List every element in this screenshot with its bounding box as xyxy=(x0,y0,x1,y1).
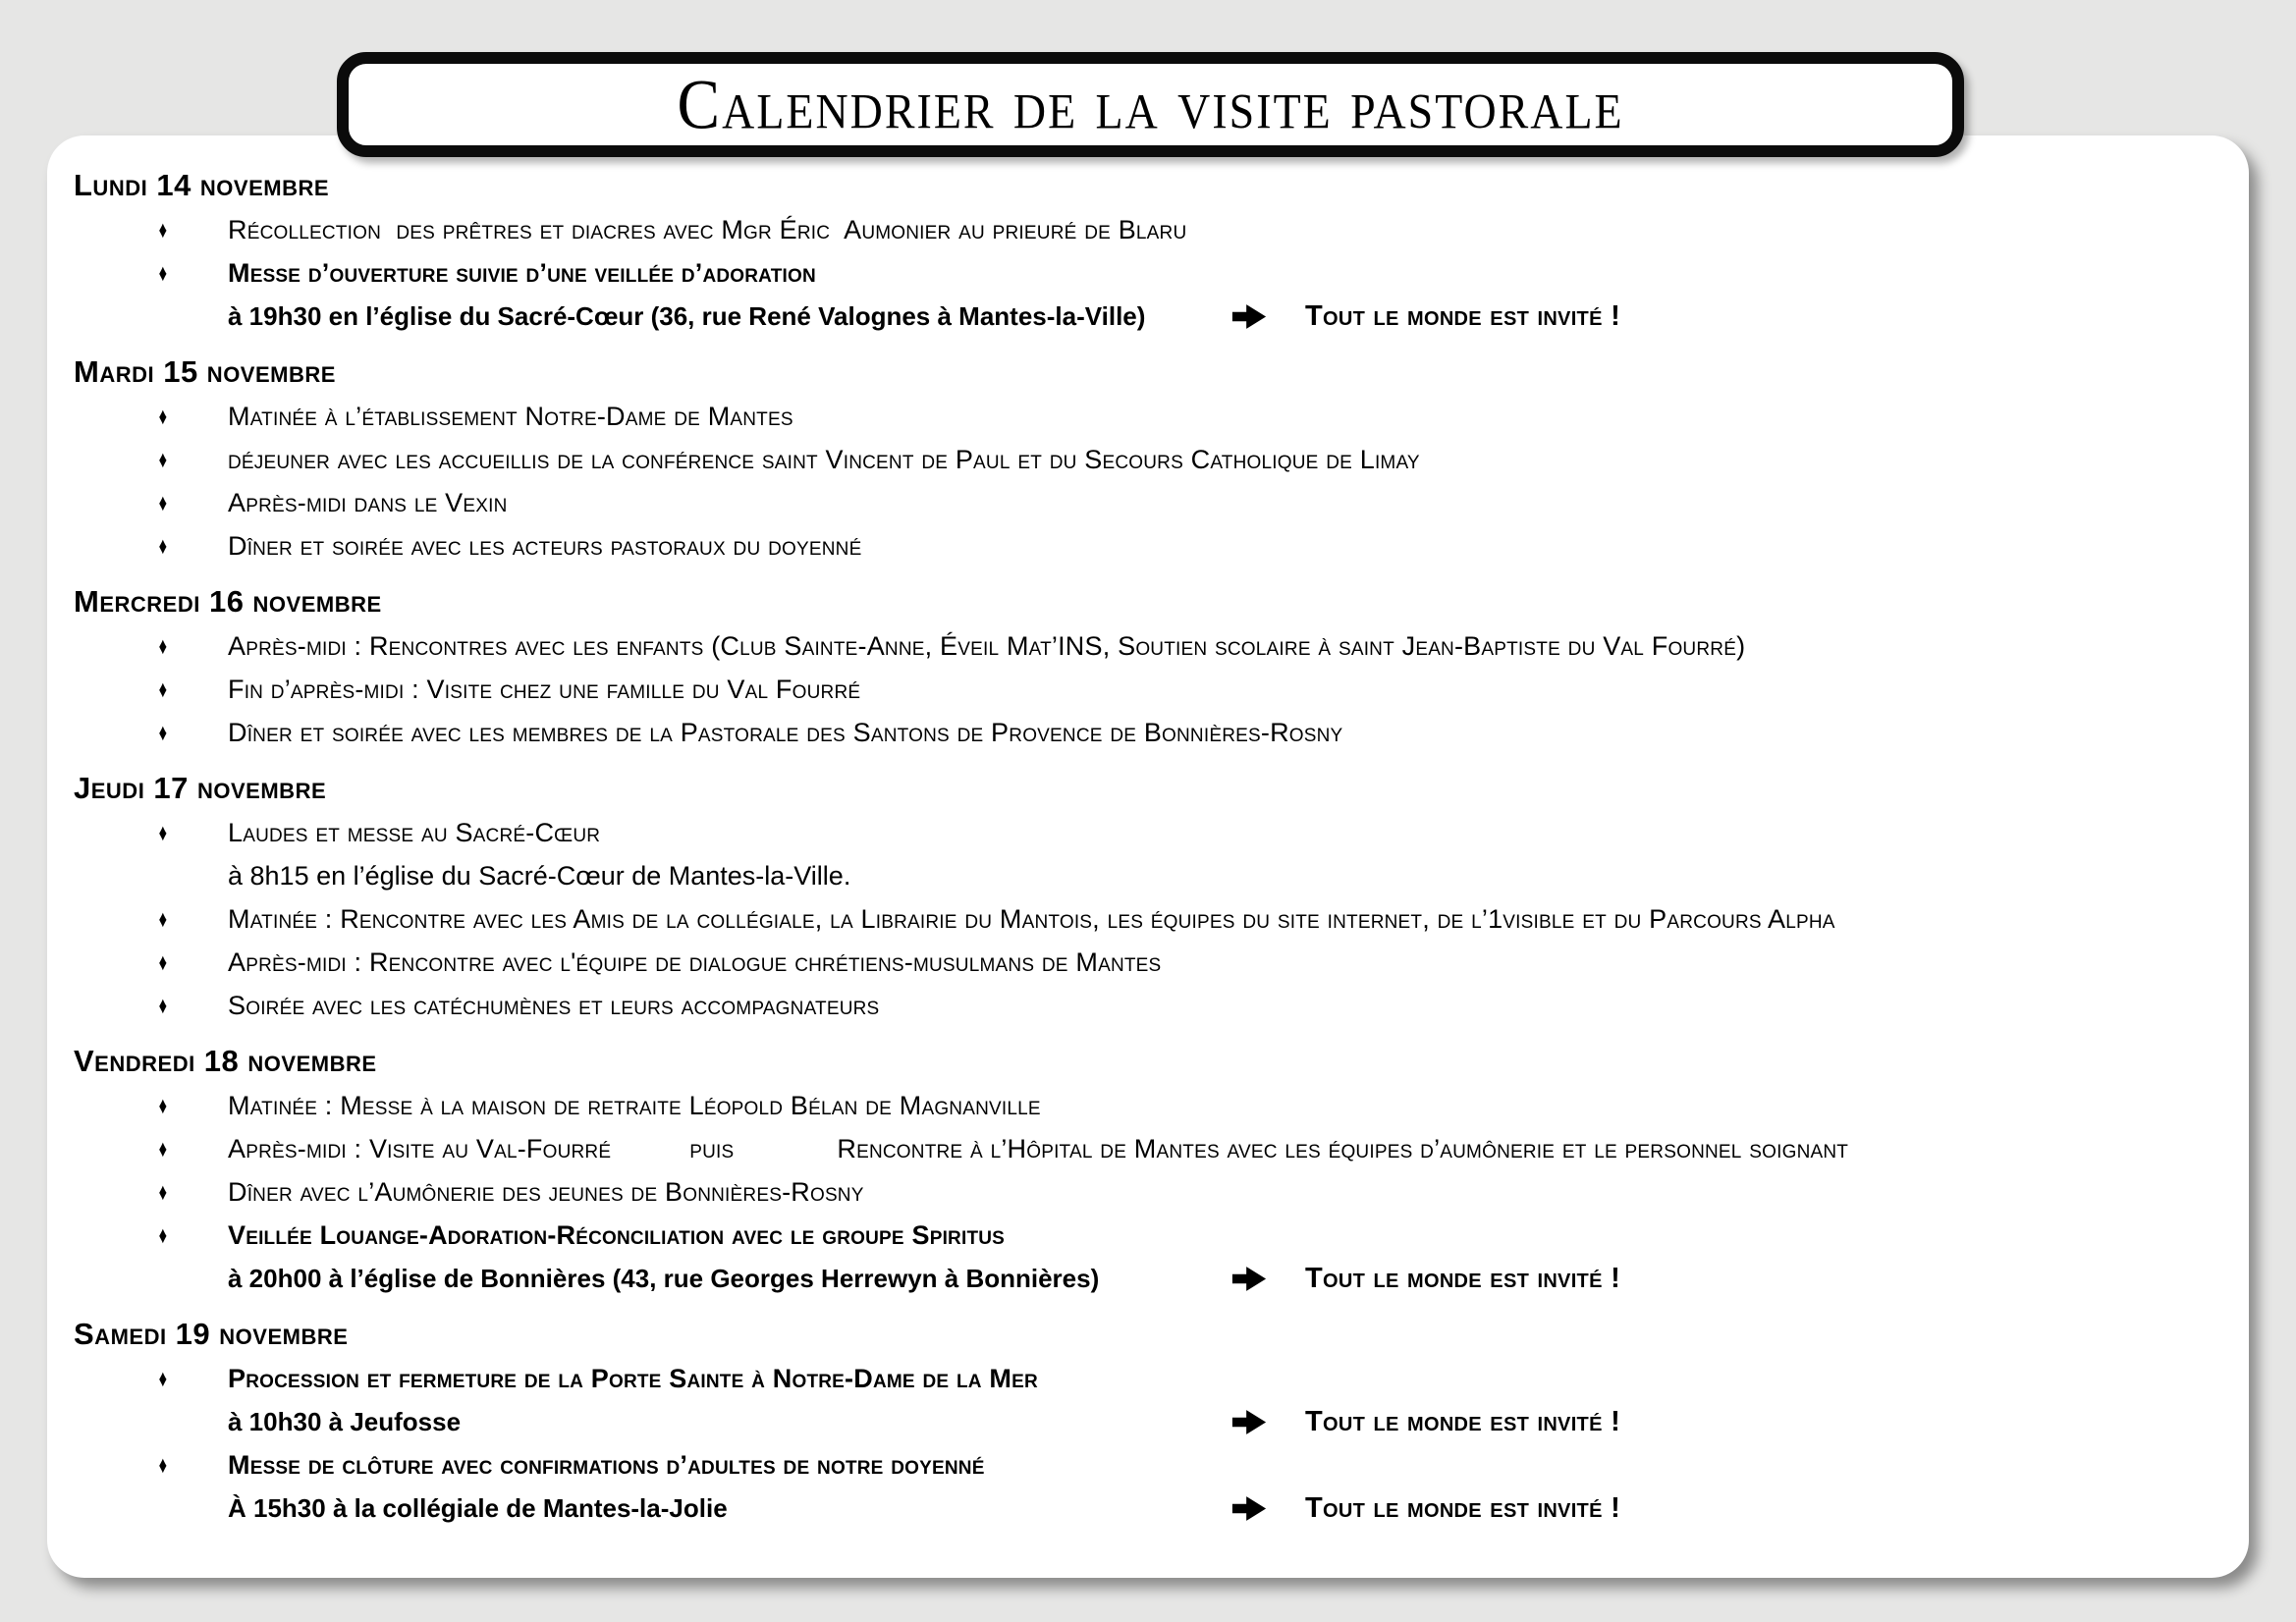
diamond-bullet-icon: ♦ xyxy=(158,1177,168,1206)
time-location-text: à 19h30 en l’église du Sacré-Cœur (36, rue René Valognes à Mantes-la-Ville) xyxy=(228,300,1146,331)
event-text: Dîner et soirée avec les membres de la Pastorale des Santons de Provence de Bonnières-Rosny xyxy=(228,717,1343,747)
event-text: Dîner avec l’Aumônerie des jeunes de Bonnières-Rosny xyxy=(228,1176,864,1207)
diamond-bullet-icon: ♦ xyxy=(158,1220,168,1249)
diamond-bullet-icon: ♦ xyxy=(158,215,168,243)
diamond-bullet-icon: ♦ xyxy=(158,258,168,287)
time-location-row xyxy=(47,295,2249,338)
event-row xyxy=(47,1170,2249,1214)
day-heading: Mercredi 16 novembre xyxy=(74,584,382,619)
event-row xyxy=(47,624,2249,668)
event-row xyxy=(47,438,2249,481)
event-row xyxy=(47,711,2249,754)
diamond-bullet-icon: ♦ xyxy=(158,1134,168,1162)
invite-callout xyxy=(1230,1400,1620,1443)
diamond-bullet-icon: ♦ xyxy=(158,675,168,703)
day-heading: Vendredi 18 novembre xyxy=(74,1044,377,1078)
diamond-bullet-icon: ♦ xyxy=(158,1364,168,1392)
diamond-bullet-icon: ♦ xyxy=(158,445,168,473)
day-heading: Samedi 19 novembre xyxy=(74,1317,349,1351)
invite-label: Tout le monde est invité ! xyxy=(1305,1262,1621,1294)
time-location-text: à 8h15 en l’église du Sacré-Cœur de Mantes-la-Ville. xyxy=(228,860,851,891)
event-text-part: Après-midi : Visite au Val-Fourré xyxy=(228,1133,612,1163)
event-row xyxy=(47,1127,2249,1170)
event-row xyxy=(47,208,2249,251)
day-section-mardi xyxy=(47,350,2249,568)
day-heading: Lundi 14 novembre xyxy=(74,168,330,202)
event-text: Laudes et messe au Sacré-Cœur xyxy=(228,817,601,847)
event-row xyxy=(47,481,2249,524)
event-text-part: Rencontre à l’Hôpital de Mantes avec les équipes d’aumônerie et le personnel soignant xyxy=(837,1133,1849,1163)
page-title: Calendrier de la visite pastorale xyxy=(677,65,1624,143)
arrow-right-icon xyxy=(1230,1406,1268,1438)
event-text: Messe de clôture avec confirmations d’adultes de notre doyenné xyxy=(228,1449,985,1480)
diamond-bullet-icon: ♦ xyxy=(158,402,168,430)
event-row xyxy=(47,1357,2249,1400)
day-section-lundi xyxy=(47,163,2249,338)
event-text: Après-midi : Rencontre avec l'équipe de dialogue chrétiens-musulmans de Mantes xyxy=(228,946,1162,977)
invite-callout xyxy=(1230,295,1620,338)
event-text: déjeuner avec les accueillis de la conférence saint Vincent de Paul et du Secours Catholique de Limay xyxy=(228,444,1420,474)
invite-label: Tout le monde est invité ! xyxy=(1305,299,1621,332)
invite-callout xyxy=(1230,1487,1620,1530)
event-row xyxy=(47,984,2249,1027)
diamond-bullet-icon: ♦ xyxy=(158,631,168,660)
diamond-bullet-icon: ♦ xyxy=(158,904,168,933)
time-location-text: à 10h30 à Jeufosse xyxy=(228,1406,462,1436)
invite-callout xyxy=(1230,1257,1620,1300)
day-section-samedi xyxy=(47,1312,2249,1530)
event-row xyxy=(47,1084,2249,1127)
event-row xyxy=(47,1443,2249,1487)
time-location-text: À 15h30 à la collégiale de Mantes-la-Jolie xyxy=(228,1492,728,1523)
event-row xyxy=(47,395,2249,438)
diamond-bullet-icon: ♦ xyxy=(158,488,168,516)
event-text: Dîner et soirée avec les acteurs pastoraux du doyenné xyxy=(228,530,862,561)
time-location-text: à 20h00 à l’église de Bonnières (43, rue Georges Herrewyn à Bonnières) xyxy=(228,1263,1100,1293)
diamond-bullet-icon: ♦ xyxy=(158,1450,168,1479)
event-text: Matinée à l’établissement Notre-Dame de Mantes xyxy=(228,401,793,431)
time-location-row xyxy=(47,1487,2249,1530)
time-location-row xyxy=(47,854,2249,897)
day-section-mercredi xyxy=(47,579,2249,754)
event-text: Messe d’ouverture suivie d’une veillée d’adoration xyxy=(228,257,816,288)
event-text: Veillée Louange-Adoration-Réconciliation avec le groupe Spiritus xyxy=(228,1219,1006,1250)
event-text: Procession et fermeture de la Porte Sainte à Notre-Dame de la Mer xyxy=(228,1363,1038,1393)
event-text: Récollection des prêtres et diacres avec Mgr Éric Aumonier au prieuré de Blaru xyxy=(228,214,1187,244)
day-heading: Jeudi 17 novembre xyxy=(74,771,327,805)
day-heading: Mardi 15 novembre xyxy=(74,354,336,389)
day-section-vendredi xyxy=(47,1039,2249,1300)
event-row xyxy=(47,811,2249,854)
diamond-bullet-icon: ♦ xyxy=(158,718,168,746)
event-text: Fin d’après-midi : Visite chez une famille du Val Fourré xyxy=(228,674,861,704)
event-row xyxy=(47,251,2249,295)
event-row xyxy=(47,897,2249,941)
event-text xyxy=(228,1134,1848,1164)
invite-label: Tout le monde est invité ! xyxy=(1305,1405,1621,1437)
event-row xyxy=(47,524,2249,568)
event-text: Matinée : Rencontre avec les Amis de la collégiale, la Librairie du Mantois, les équipes du site internet, de l’1visible et du Parcours Alpha xyxy=(228,903,1835,934)
event-text: Après-midi : Rencontres avec les enfants (Club Sainte-Anne, Éveil Mat’INS, Soutien scolaire à saint Jean-Baptiste du Val Fourré) xyxy=(228,630,1746,661)
arrow-right-icon xyxy=(1230,300,1268,333)
title-box xyxy=(337,52,1964,157)
event-text: Matinée : Messe à la maison de retraite Léopold Bélan de Magnanville xyxy=(228,1090,1041,1120)
diamond-bullet-icon: ♦ xyxy=(158,1091,168,1119)
time-location-row xyxy=(47,1257,2249,1300)
diamond-bullet-icon: ♦ xyxy=(158,991,168,1019)
diamond-bullet-icon: ♦ xyxy=(158,818,168,846)
event-row xyxy=(47,668,2249,711)
event-row xyxy=(47,1214,2249,1257)
event-text: Soirée avec les catéchumènes et leurs accompagnateurs xyxy=(228,990,880,1020)
content-card xyxy=(47,135,2249,1578)
event-text: Après-midi dans le Vexin xyxy=(228,487,508,517)
invite-label: Tout le monde est invité ! xyxy=(1305,1491,1621,1524)
time-location-row xyxy=(47,1400,2249,1443)
calendar-content xyxy=(47,135,2249,1530)
diamond-bullet-icon: ♦ xyxy=(158,531,168,560)
event-text-connector: puis xyxy=(689,1133,735,1163)
day-section-jeudi xyxy=(47,766,2249,1027)
arrow-right-icon xyxy=(1230,1492,1268,1525)
diamond-bullet-icon: ♦ xyxy=(158,947,168,976)
arrow-right-icon xyxy=(1230,1263,1268,1295)
event-row xyxy=(47,941,2249,984)
